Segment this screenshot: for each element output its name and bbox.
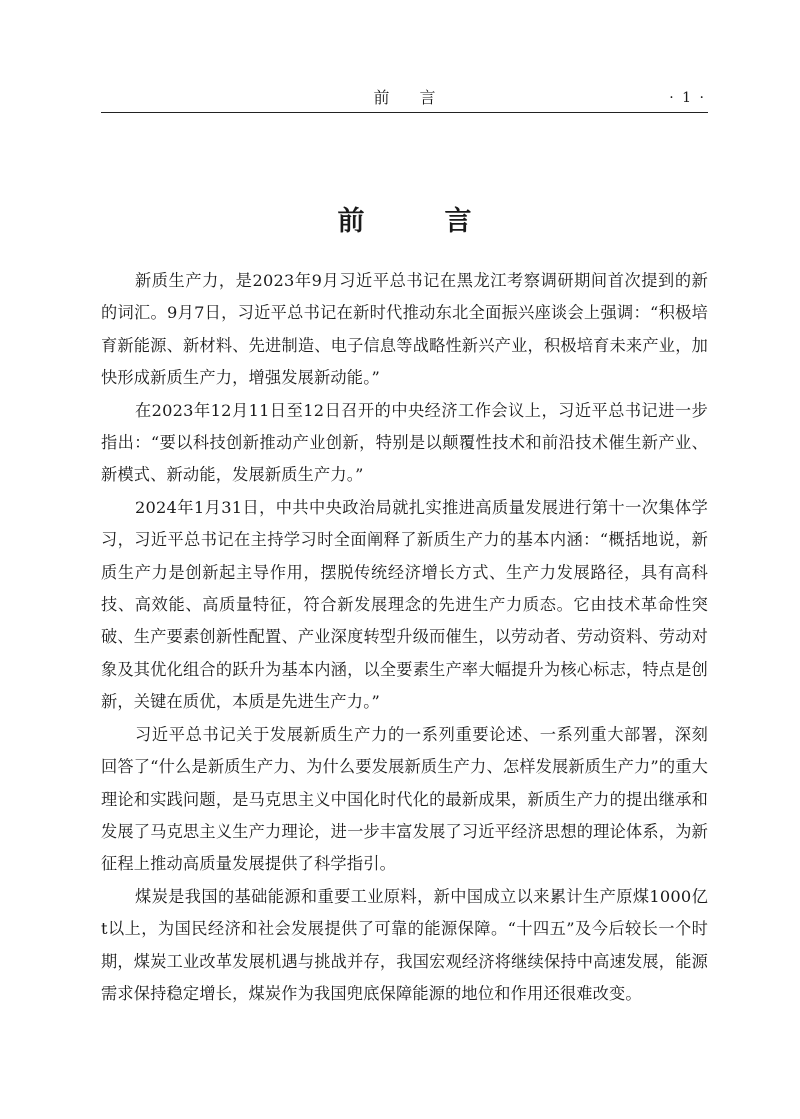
paragraph: 新质生产力，是2023年9月习近平总书记在黑龙江考察调研期间首次提到的新的词汇。9月7日，习近平总书记在新时代推动东北全面振兴座谈会上强调：“积极培育新能源、新材料、先进制造、电子信息等战略性新兴产业，积极培育未来产业，加快形成新质生产力，增强发展新动能。” xyxy=(101,271,708,388)
page-number: · 1 · xyxy=(669,90,706,106)
paragraph: 在2023年12月11日至12日召开的中央经济工作会议上，习近平总书记进一步指出：“要以科技创新推动产业创新，特别是以颠覆性技术和前沿技术催生新产业、新模式、新动能，发展新质生产力。” xyxy=(101,400,708,485)
running-title: 前言 xyxy=(373,88,466,107)
running-header xyxy=(101,86,708,113)
body-text xyxy=(101,265,708,1010)
paragraph: 2024年1月31日，中共中央政治局就扎实推进高质量发展进行第十一次集体学习，习近平总书记在主持学习时全面阐释了新质生产力的基本内涵：“概括地说，新质生产力是创新起主导作用，摆脱传统经济增长方式、生产力发展路径，具有高科技、高效能、高质量特征，符合新发展理念的先进生产力质态。它由技术革命性突破、生产要素创新性配置、产业深度转型升级而催生，以劳动者、劳动资料、劳动对象及其优化组合的跃升为基本内涵，以全要素生产率大幅提升为核心标志，特点是创新，关键在质优，本质是先进生产力。” xyxy=(101,497,708,712)
paragraph: 煤炭是我国的基础能源和重要工业原料，新中国成立以来累计生产原煤1000亿t以上，为国民经济和社会发展提供了可靠的能源保障。“十四五”及今后较长一个时期，煤炭工业改革发展机遇与挑战并存，我国宏观经济将继续保持中高速发展，能源需求保持稳定增长，煤炭作为我国兜底保障能源的地位和作用还很难改变。 xyxy=(101,886,708,1003)
paragraph: 习近平总书记关于发展新质生产力的一系列重要论述、一系列重大部署，深刻回答了“什么是新质生产力、为什么要发展新质生产力、怎样发展新质生产力”的重大理论和实践问题，是马克思主义中国化时代化的最新成果，新质生产力的提出继承和发展了马克思主义生产力理论，进一步丰富发展了习近平经济思想的理论体系，为新征程上推动高质量发展提供了科学指引。 xyxy=(101,724,708,874)
chapter-title: 前言 xyxy=(337,206,552,237)
